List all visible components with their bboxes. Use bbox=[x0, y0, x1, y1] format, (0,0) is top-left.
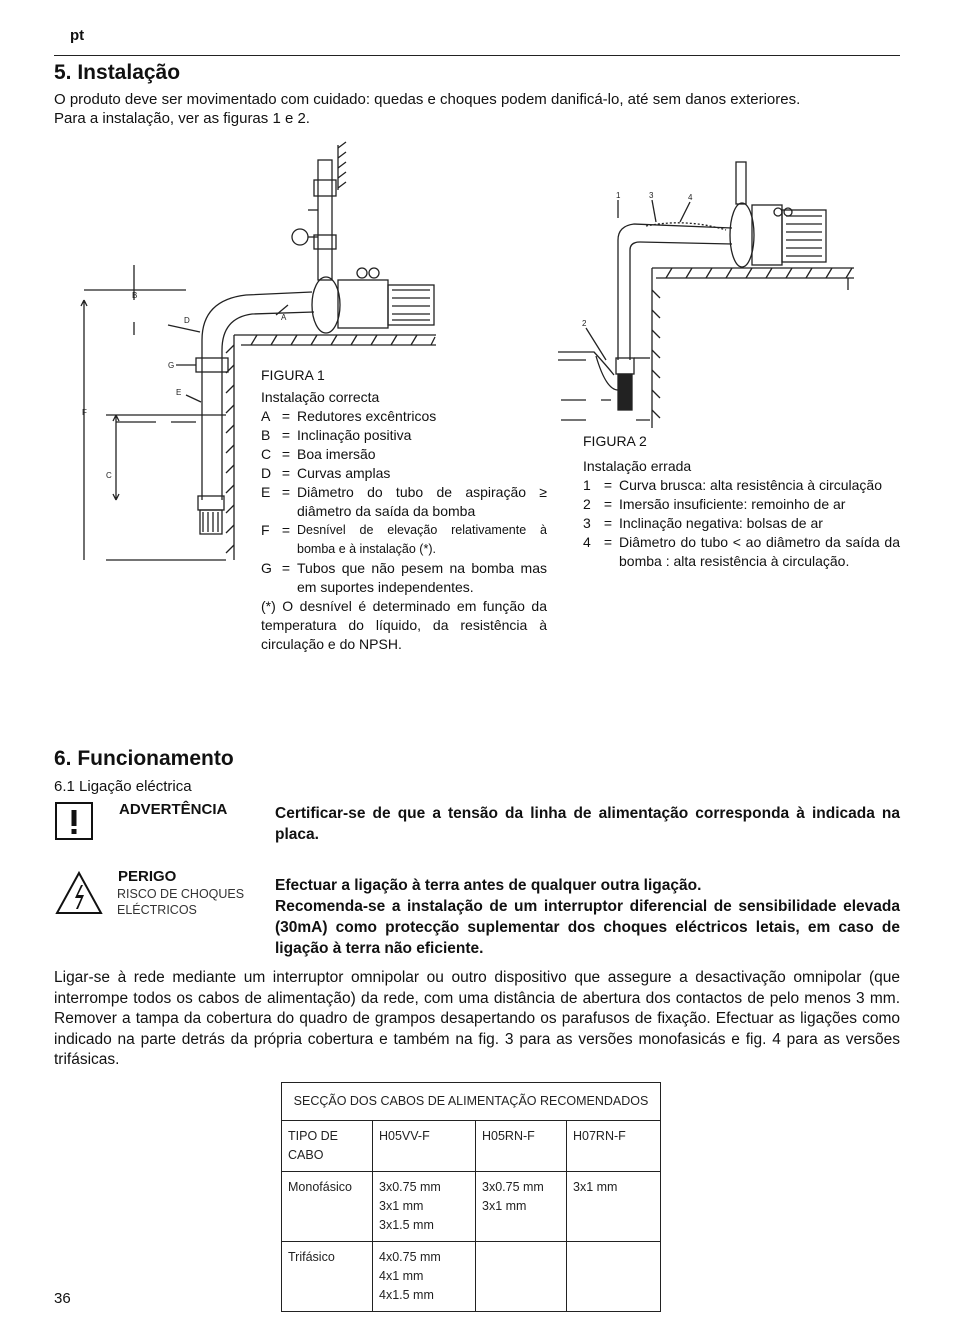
fig1-item-b: B = Inclinação positiva bbox=[261, 427, 412, 443]
fig2-title: FIGURA 2 bbox=[583, 433, 647, 449]
section-6-1-title: 6.1 Ligação eléctrica bbox=[54, 778, 192, 795]
fig1-label-d: D bbox=[184, 316, 190, 325]
fig2-item-3: 3 = Inclinação negativa: bolsas de ar bbox=[583, 515, 823, 531]
fig1-label-g: G bbox=[168, 361, 175, 370]
warning-icon bbox=[55, 802, 93, 840]
intro-line-2: Para a instalação, ver as figuras 1 e 2. bbox=[54, 110, 310, 127]
fig1-item-d: D = Curvas amplas bbox=[261, 465, 391, 481]
section-5-intro bbox=[54, 90, 914, 128]
table-header-cell: TIPO DE CABO bbox=[282, 1121, 373, 1172]
fig2-item-2: 2 = Imersão insuficiente: remoinho de ar bbox=[583, 496, 846, 512]
fig1-item-c: C = Boa imersão bbox=[261, 446, 376, 462]
table-cell: Trifásico bbox=[282, 1242, 373, 1312]
language-code: pt bbox=[70, 27, 85, 44]
perigo-text bbox=[275, 875, 900, 959]
electrical-connection-paragraph: Ligar-se à rede mediante um interruptor omnipolar ou outro dispositivo que assegure a desactivação omnipolar (que interrompe todos os cabos de alimentação) da rede, com uma distância de abertura dos contactos de pelo menos 3 mm. Remover a tampa da cobertura do quadro de grampos desapertando os parafusos de fixação. Efectuar as ligações como indicado na parte detrás da própria cobertura e também na fig. 3 para as versões monofasicás e fig. 4 para as versões trifásicas. bbox=[54, 969, 900, 1068]
table-row bbox=[282, 1172, 661, 1242]
table-cell bbox=[476, 1242, 567, 1312]
figure-2-drawing bbox=[556, 160, 856, 430]
fig1-subtitle: Instalação correcta bbox=[261, 389, 380, 405]
section-6-title: 6. Funcionamento bbox=[54, 747, 234, 770]
fig1-item-g: G = Tubos que não pesem na bomba mas em suportes independentes. bbox=[261, 560, 547, 595]
perigo-sublabel: RISCO DE CHOQUES ELÉCTRICOS bbox=[117, 887, 245, 917]
table-title: SECÇÃO DOS CABOS DE ALIMENTAÇÃO RECOMENDADOS bbox=[282, 1083, 661, 1121]
fig2-label-2: 2 bbox=[582, 319, 587, 328]
table-header-cell: H07RN-F bbox=[567, 1121, 661, 1172]
intro-line-1: O produto deve ser movimentado com cuidado: quedas e choques podem danificá-lo, até sem danos exteriores. bbox=[54, 91, 801, 108]
perigo-text-1: Efectuar a ligação à terra antes de qualquer outra ligação. bbox=[275, 877, 702, 894]
advertencia-label: ADVERTÊNCIA bbox=[119, 801, 228, 818]
perigo-label: PERIGO bbox=[118, 868, 177, 885]
advertencia-text: Certificar-se de que a tensão da linha de alimentação corresponda à indicada na placa. bbox=[275, 805, 900, 843]
section-5-title: 5. Instalação bbox=[54, 61, 181, 84]
fig1-label-f: F bbox=[82, 408, 87, 417]
perigo-text-2: Recomenda-se a instalação de um interruptor diferencial de sensibilidade elevada (30mA) como protecção suplementar dos choques eléctricos letais, em caso de ligação à terra não eficiente. bbox=[275, 898, 900, 957]
fig1-label-c: C bbox=[106, 471, 112, 480]
table-cell: Monofásico bbox=[282, 1172, 373, 1242]
table-header-row bbox=[282, 1121, 661, 1172]
fig1-item-f: F = Desnível de elevação relativamente à bomba e à instalação (*). bbox=[261, 522, 547, 556]
figure-2-caption bbox=[583, 432, 900, 571]
table-cell: 3x0.75 mm 3x1 mm bbox=[476, 1172, 567, 1242]
fig2-item-4: 4 = Diâmetro do tubo < ao diâmetro da saída da bomba : alta resistência à circulação. bbox=[583, 534, 900, 569]
fig2-item-1: 1 = Curva brusca: alta resistência à circulação bbox=[583, 477, 883, 493]
fig2-label-4: 4 bbox=[688, 193, 693, 202]
table-cell bbox=[567, 1242, 661, 1312]
fig2-label-3: 3 bbox=[649, 191, 654, 200]
electric-hazard-icon bbox=[55, 870, 103, 916]
fig2-subtitle: Instalação errada bbox=[583, 458, 692, 474]
table-cell: 3x1 mm bbox=[567, 1172, 661, 1242]
fig1-label-e: E bbox=[176, 388, 182, 397]
table-header-cell: H05RN-F bbox=[476, 1121, 567, 1172]
table-row bbox=[282, 1242, 661, 1312]
fig1-item-a: A = Redutores excêntricos bbox=[261, 408, 437, 424]
figure-1-caption bbox=[261, 366, 547, 654]
page-number: 36 bbox=[54, 1290, 71, 1307]
table-header-cell: H05VV-F bbox=[373, 1121, 476, 1172]
table-cell: 4x0.75 mm 4x1 mm 4x1.5 mm bbox=[373, 1242, 476, 1312]
fig1-title: FIGURA 1 bbox=[261, 367, 325, 383]
header-rule bbox=[54, 55, 900, 56]
fig2-label-1: 1 bbox=[616, 191, 621, 200]
table-cell: 3x0.75 mm 3x1 mm 3x1.5 mm bbox=[373, 1172, 476, 1242]
fig1-item-e: E = Diâmetro do tubo de aspiração ≥ diâmetro da saída da bomba bbox=[261, 484, 547, 519]
fig1-note: (*) O desnível é determinado em função da temperatura do líquido, da resistência à circulação e do NPSH. bbox=[261, 598, 547, 652]
cable-section-table bbox=[281, 1082, 661, 1312]
fig1-label-b: B bbox=[132, 291, 138, 300]
fig1-label-a: A bbox=[281, 313, 287, 322]
